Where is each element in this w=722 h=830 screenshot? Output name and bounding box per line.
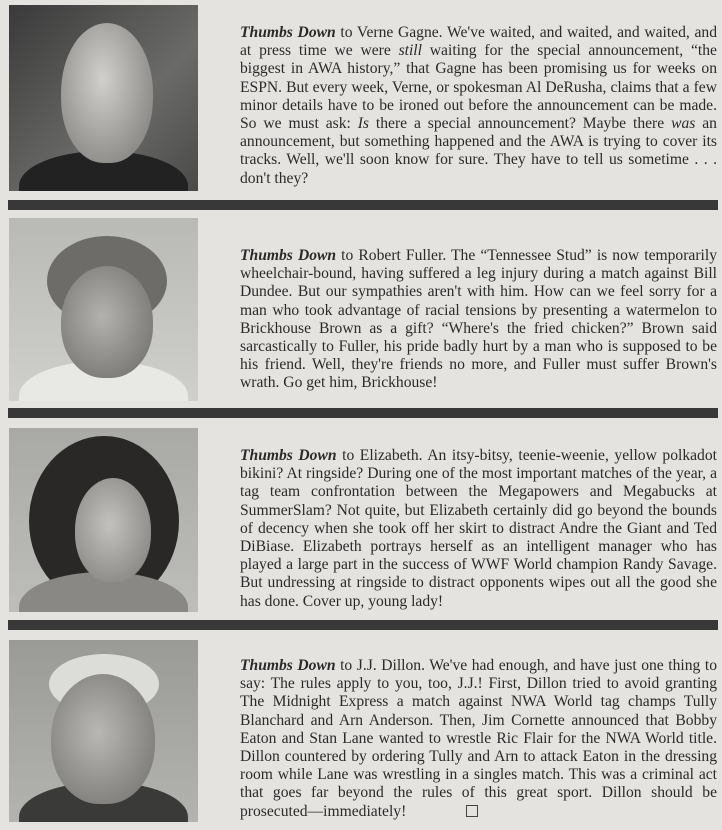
photo-robert-fuller <box>9 218 198 401</box>
blurb-robert-fuller: Thumbs Down to Robert Fuller. The “Tennessee Stud” is now temporarily wheelchair-bound, having suffered a leg injury during a match against Bill Dundee. But our sympathies aren't with him. How can we feel sorry for a man who took advantage of racial tensions by presenting a watermelon to Brickhouse Brown as a gift? “Where's the fried chicken?” Brown said sarcastically to Fuller, his pride badly hurt by a man who is supposed to be his friend. Well, they're friends no more, and Fuller must suffer Brown's wrath. Go get him, Brickhouse! <box>240 247 717 392</box>
section-divider <box>8 200 718 210</box>
end-of-article-mark <box>466 805 478 817</box>
blurb-lead: Thumbs Down <box>240 657 336 674</box>
blurb-verne-gagne: Thumbs Down to Verne Gagne. We've waited, and waited, and waited, and at press time we were still waiting for the special announcement, “the biggest in AWA history,” that Gagne has been promising us for weeks on ESPN. But every week, Verne, or spokesman Al DeRusha, claims that a few minor details have to be ironed out before the announcement can be made. So we must ask: Is there a special announcement? Maybe there was an announcement, but something happened and the AWA is trying to cover its tracks. Well, we'll soon know for sure. They have to tell us sometime . . . don't they? <box>240 24 717 187</box>
blurb-lead: Thumbs Down <box>240 447 337 464</box>
section-divider <box>8 408 718 418</box>
section-divider <box>8 620 718 630</box>
blurb-lead: Thumbs Down <box>240 24 336 41</box>
blurb-elizabeth: Thumbs Down to Elizabeth. An itsy-bitsy, teenie-weenie, yellow polkadot bikini? At ringside? During one of the most important matches of the year, a tag team confrontation between the Megapowers and Megabucks at SummerSlam? Not quite, but Elizabeth certainly did go beyond the bounds of decency when she took off her skirt to distract Andre the Giant and Ted DiBiase. Elizabeth portrays herself as an intelligent manager who has played a large part in the success of WWF World champion Randy Savage. But undressing at ringside to distract opponents wipes out all the good she has done. Cover up, young lady! <box>240 447 717 610</box>
blurb-jj-dillon: Thumbs Down to J.J. Dillon. We've had enough, and have just one thing to say: The rules apply to you, too, J.J.! First, Dillon tried to avoid granting The Midnight Express a match against NWA World tag champs Tully Blanchard and Arn Anderson. Then, Jim Cornette announced that Bobby Eaton and Stan Lane wanted to wrestle Ric Flair for the NWA World title. Dillon countered by ordering Tully and Arn to attack Eaton in the dressing room while Lane was wrestling in a singles match. This was a criminal act that goes far beyond the rules of this great sport. Dillon should be prosecuted—immediately! <box>240 657 717 820</box>
photo-verne-gagne <box>9 5 198 191</box>
photo-jj-dillon <box>9 640 198 822</box>
photo-elizabeth <box>9 428 198 612</box>
blurb-lead: Thumbs Down <box>240 247 337 264</box>
